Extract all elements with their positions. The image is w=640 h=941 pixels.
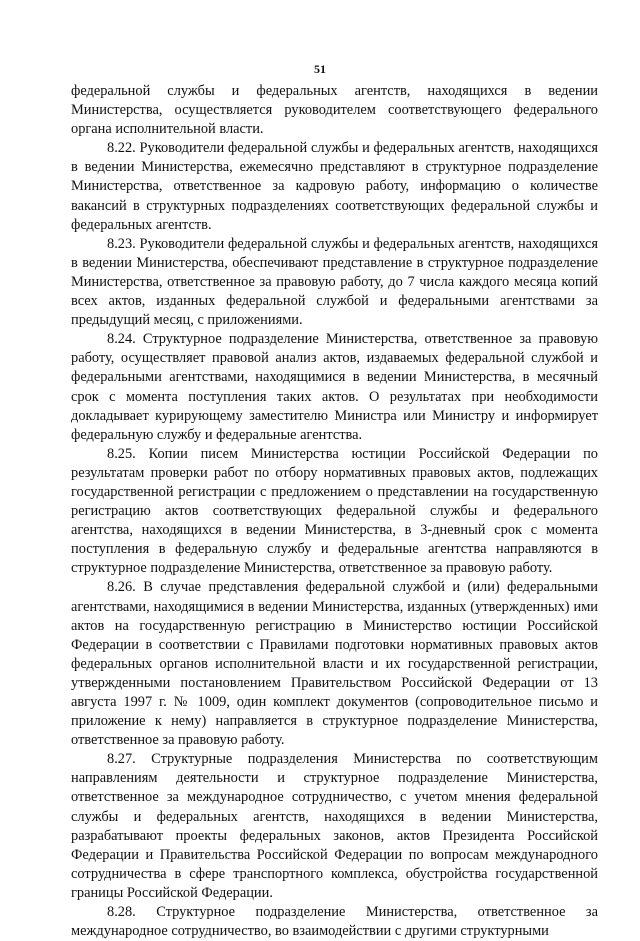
- body-text: [71, 82, 598, 941]
- paragraph-8-25: 8.25. Копии писем Министерства юстиции Российской Федерации по результатам проверки работ по отбору нормативных правовых актов, подлежащих государственной регистрации с предложением о представлении на государственную регистрацию актов соответствующих федеральной службы и федерального агентства, находящихся в ведении Министерства, в 3-дневный срок с момента поступления в федеральную службу и федеральные агентства направляются в структурное подразделение Министерства, ответственное за правовую работу.: [71, 445, 598, 577]
- page-number: 51: [314, 62, 326, 76]
- paragraph-8-23: 8.23. Руководители федеральной службы и федеральных агентств, находящихся в ведении Министерства, обеспечивают представление в структурное подразделение Министерства, ответственное за правовую работу, до 7 числа каждого месяца копий всех актов, изданных федеральной службой и федеральными агентствами за предыдущий месяц, с приложениями.: [71, 235, 598, 329]
- paragraph-8-24: 8.24. Структурное подразделение Министерства, ответственное за правовую работу, осуществляет правовой анализ актов, издаваемых федеральной службой и федеральными агентствами, находящимися в ведении Министерства, в месячный срок с момента поступления таких актов. О результатах при необходимости докладывает курирующему заместителю Министра или Министру и информирует федеральную службу и федеральные агентства.: [71, 331, 598, 443]
- scan-artifact: [170, 858, 230, 861]
- paragraph-8-22: 8.22. Руководители федеральной службы и федеральных агентств, находящихся в ведении Министерства, ежемесячно представляют в структурное подразделение Министерства, ответственное за кадровую работу, информацию о количестве вакансий в структурных подразделениях соответствующих федеральной службы и федеральных агентств.: [71, 140, 598, 233]
- paragraph-8-28: 8.28. Структурное подразделение Министерства, ответственное за международное сотрудничество, во взаимодействии с другими структурными: [71, 904, 598, 940]
- paragraph-continuation: федеральной службы и федеральных агентств, находящихся в ведении Министерства, осуществляется руководителем соответствующего федерального органа исполнительной власти.: [71, 83, 598, 138]
- paragraph-8-26: 8.26. В случае представления федеральной службой и (или) федеральными агентствами, находящимися в ведении Министерства, изданных (утвержденных) ими актов на государственную регистрацию в Министерство юстиции Российской Федерации в соответствии с Правилами подготовки нормативных правовых актов федеральных органов исполнительной власти и их государственной регистрации, утвержденными постановлением Правительством Российской Федерации от 13 августа 1997 г. № 1009, один комплект документов (сопроводительное письмо и приложение к нему) направляется в структурное подразделение Министерства, ответственное за правовую работу.: [71, 579, 598, 749]
- paragraph-8-27: 8.27. Структурные подразделения Министерства по соответствующим направлениям деятельности и структурное подразделение Министерства, ответственное за международное сотрудничество, с учетом мнения федеральной службы и федеральных агентств, находящихся в ведении Министерства, разрабатывают проекты федеральных законов, актов Президента Российской Федерации и Правительства Российской Федерации по вопросам международного сотрудничества в сфере транспортного комплекса, обустройства государственной границы Российской Федерации.: [71, 751, 598, 901]
